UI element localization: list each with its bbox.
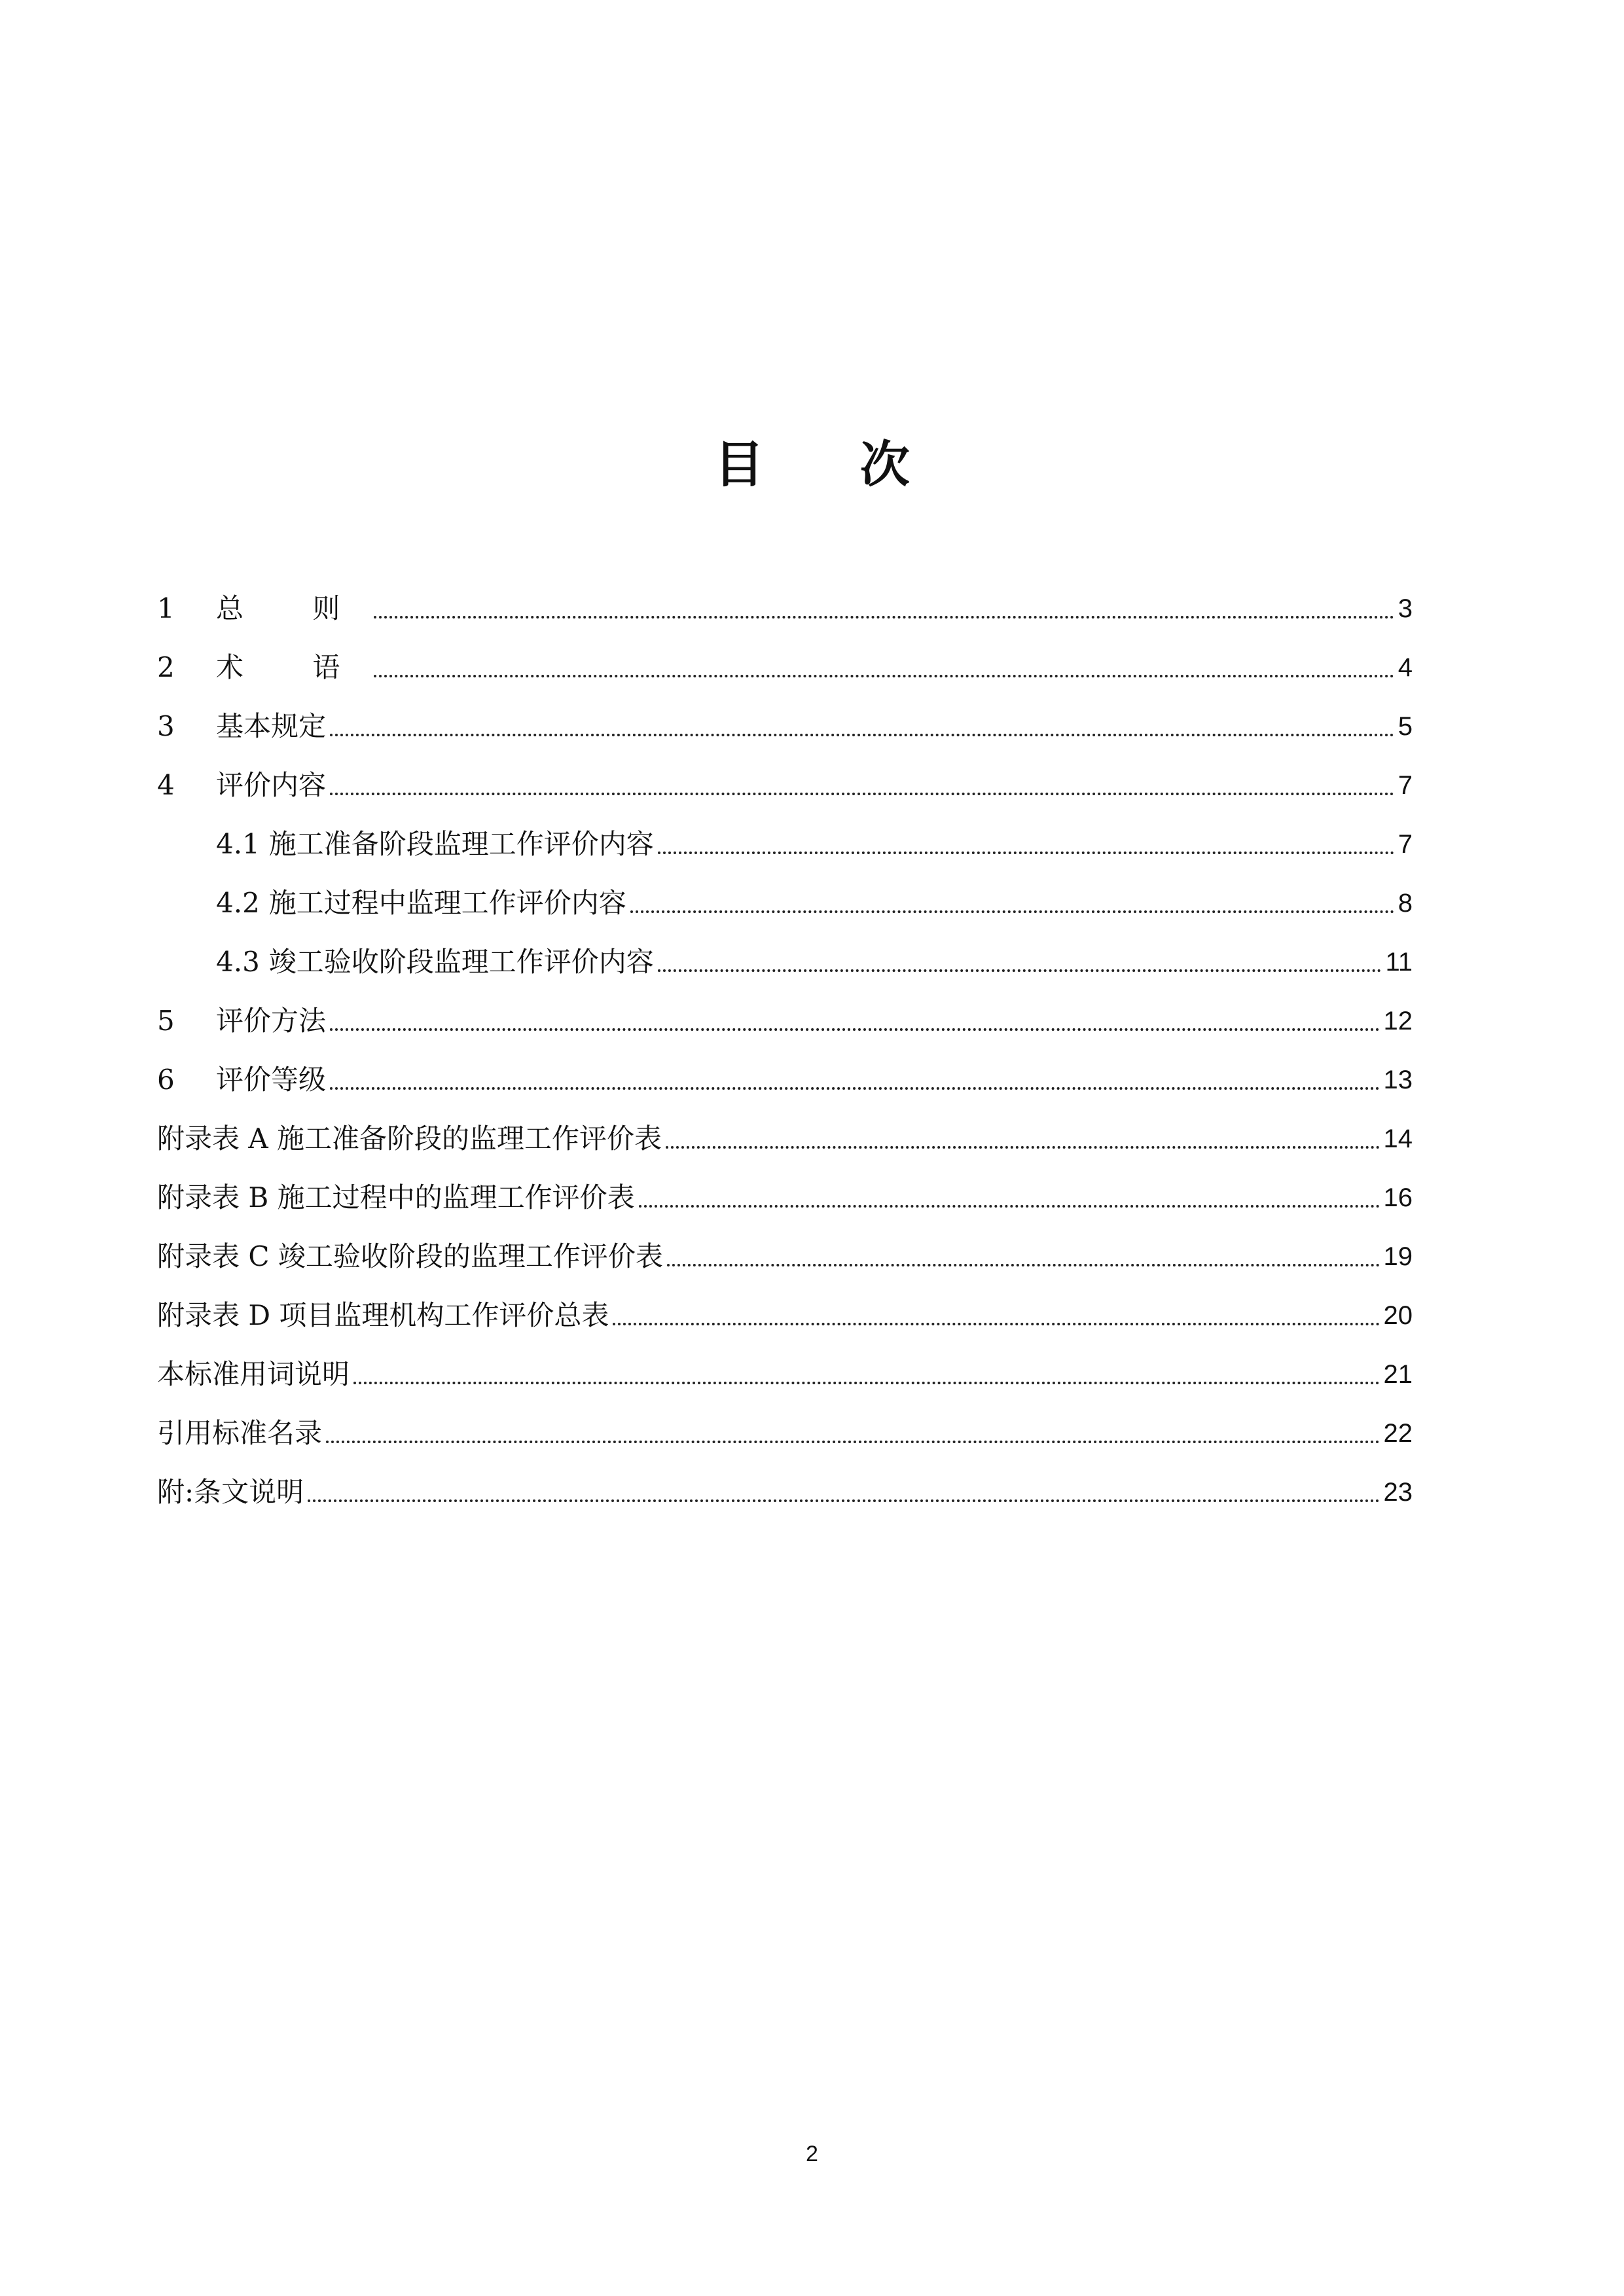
toc-entry-page: 11 (1385, 948, 1413, 977)
dot-leader (639, 1205, 1380, 1208)
dot-leader (330, 793, 1394, 795)
toc-entry-appendix-b[interactable] (157, 1155, 1413, 1214)
toc-entry-page: 7 (1398, 830, 1413, 859)
toc-entry-page: 21 (1383, 1360, 1413, 1389)
toc-entry-4[interactable] (157, 743, 1413, 802)
toc-entry-number: 1 (157, 592, 175, 624)
toc-entry-3[interactable] (157, 684, 1413, 743)
toc-entry-2[interactable] (157, 625, 1413, 684)
toc-entry-explanation[interactable] (157, 1450, 1413, 1509)
toc-entry-4-2[interactable] (157, 861, 1413, 920)
dot-leader (326, 1441, 1379, 1443)
toc-entry-page: 19 (1383, 1242, 1413, 1271)
toc-entry-page: 4 (1398, 653, 1413, 682)
toc-entry-appendix-d[interactable] (157, 1273, 1413, 1332)
toc-entry-number: 4 (157, 769, 175, 801)
dot-leader (374, 616, 1394, 619)
toc-entry-page: 5 (1398, 712, 1413, 741)
toc-entry-appendix-c[interactable] (157, 1214, 1413, 1273)
toc-entry-page: 3 (1398, 594, 1413, 623)
toc-entry-wording[interactable] (157, 1332, 1413, 1391)
page-number: 2 (806, 2142, 818, 2166)
toc-entry-number: 4.3 (216, 946, 260, 978)
table-of-contents (157, 566, 1413, 1509)
toc-entry-6[interactable] (157, 1037, 1413, 1096)
toc-entry-title: 引用标准名录 (157, 1417, 323, 1449)
toc-entry-title: 附:条文说明 (157, 1476, 304, 1508)
toc-entry-title: 术 语 (216, 651, 370, 683)
dot-leader (613, 1323, 1379, 1325)
toc-entry-number: 4.1 (216, 828, 260, 860)
dot-leader (353, 1382, 1379, 1384)
toc-entry-number: 2 (157, 651, 175, 683)
toc-entry-title: 附录表 B 施工过程中的监理工作评价表 (157, 1181, 635, 1213)
dot-leader (330, 1028, 1379, 1031)
dot-leader (630, 910, 1394, 913)
toc-entry-title: 总 则 (216, 592, 370, 624)
toc-entry-title: 施工过程中监理工作评价内容 (268, 887, 626, 919)
toc-entry-title: 施工准备阶段监理工作评价内容 (268, 828, 654, 860)
dot-leader (308, 1499, 1379, 1502)
toc-entry-number: 5 (157, 1005, 175, 1037)
toc-entry-title: 附录表 D 项目监理机构工作评价总表 (157, 1299, 609, 1331)
toc-entry-page: 7 (1398, 771, 1413, 800)
toc-entry-4-3[interactable] (157, 920, 1413, 978)
toc-entry-appendix-a[interactable] (157, 1096, 1413, 1155)
toc-entry-page: 14 (1383, 1124, 1413, 1153)
toc-entry-page: 13 (1383, 1066, 1413, 1094)
toc-entry-title: 竣工验收阶段监理工作评价内容 (268, 946, 654, 978)
toc-entry-title: 本标准用词说明 (157, 1358, 350, 1390)
dot-leader (658, 969, 1382, 972)
toc-entry-page: 22 (1383, 1419, 1413, 1448)
toc-entry-4-1[interactable] (157, 802, 1413, 861)
toc-entry-number: 3 (157, 710, 175, 742)
toc-entry-title: 评价等级 (216, 1064, 327, 1096)
toc-entry-title: 基本规定 (216, 710, 327, 742)
toc-entry-title: 评价方法 (216, 1005, 327, 1037)
dot-leader (666, 1146, 1379, 1149)
toc-entry-1[interactable] (157, 566, 1413, 625)
toc-entry-5[interactable] (157, 978, 1413, 1037)
toc-entry-title: 附录表 C 竣工验收阶段的监理工作评价表 (157, 1240, 663, 1272)
page-title: 目 次 (714, 435, 949, 493)
dot-leader (667, 1264, 1380, 1266)
toc-entry-title: 评价内容 (216, 769, 327, 801)
toc-entry-number: 4.2 (216, 887, 260, 919)
toc-entry-page: 16 (1383, 1183, 1413, 1212)
dot-leader (374, 675, 1394, 677)
toc-entry-page: 8 (1398, 889, 1413, 918)
toc-entry-page: 23 (1383, 1478, 1413, 1507)
toc-entry-title: 附录表 A 施工准备阶段的监理工作评价表 (157, 1122, 662, 1155)
dot-leader (658, 852, 1394, 854)
dot-leader (330, 734, 1394, 736)
toc-entry-page: 12 (1383, 1007, 1413, 1035)
toc-entry-references[interactable] (157, 1391, 1413, 1450)
toc-entry-number: 6 (157, 1064, 175, 1096)
toc-entry-page: 20 (1383, 1301, 1413, 1330)
dot-leader (330, 1087, 1379, 1090)
